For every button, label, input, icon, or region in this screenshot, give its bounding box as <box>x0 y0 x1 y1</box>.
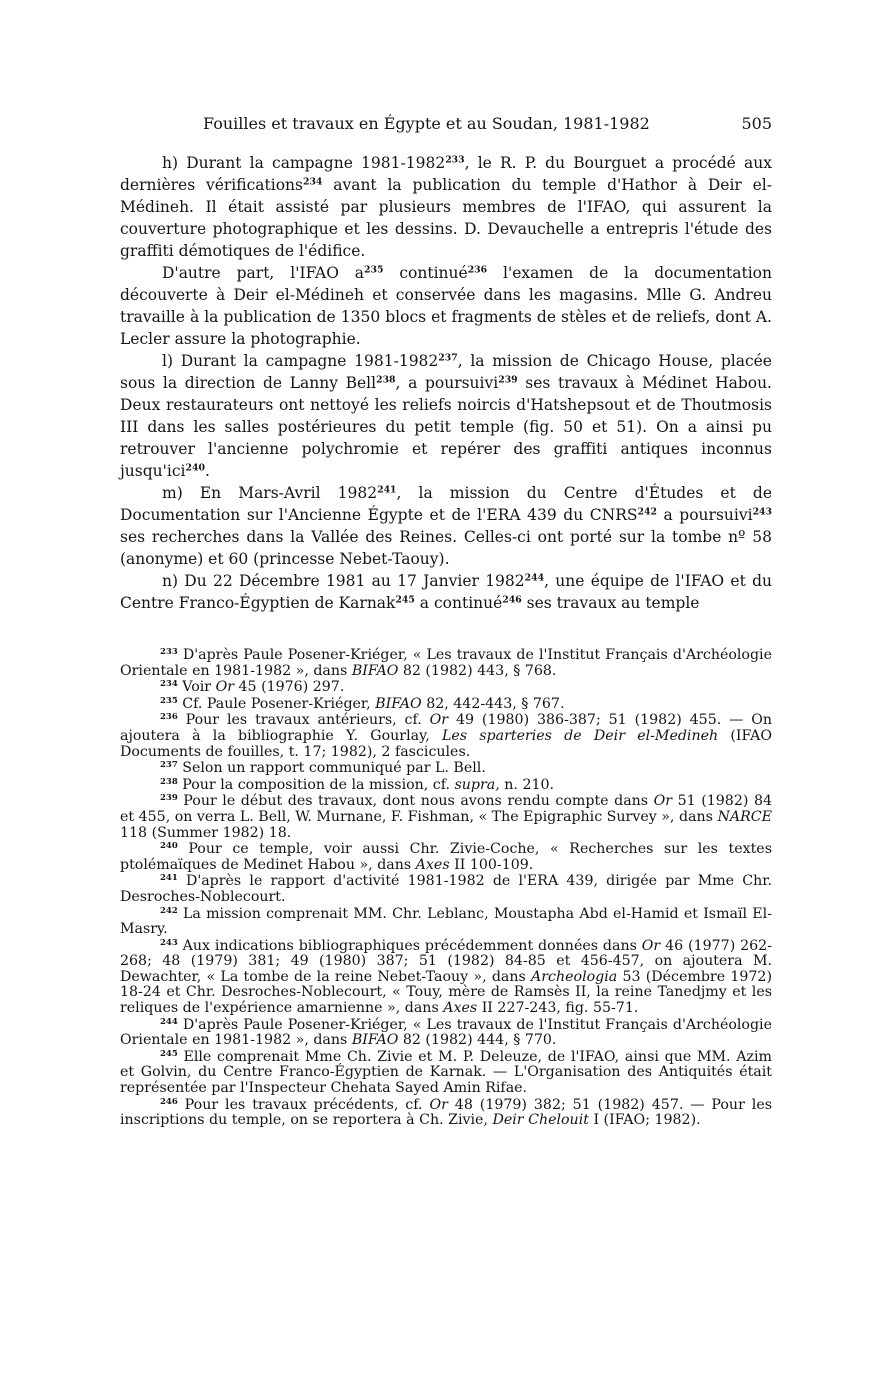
footnote-235 <box>120 697 772 713</box>
note-text: Voir <box>177 679 216 696</box>
footnote-number: 245 <box>160 1048 178 1059</box>
text-run: n) Du 22 Décembre 1981 au 17 Janvier 1982 <box>162 572 525 590</box>
footnote-240 <box>120 842 772 873</box>
note-italic: Axes <box>415 856 450 873</box>
footnote-number: 233 <box>160 646 178 657</box>
note-italic: Or <box>641 937 661 954</box>
footnote-ref: 234 <box>302 176 323 188</box>
footnote-242 <box>120 907 772 938</box>
note-text: D'après Paule Posener-Kriéger, « Les travaux de l'Institut Français d'Archéologie Orientale en 1981-1982 », dans <box>120 1016 772 1049</box>
footnote-ref: 245 <box>395 594 415 606</box>
note-text: D'après le rapport d'activité 1981-1982 de l'ERA 439, dirigée par Mme Chr. Desroches-Noblecourt. <box>120 873 772 905</box>
footnote-245 <box>120 1050 772 1097</box>
note-italic: Or <box>429 712 449 729</box>
note-text: Elle comprenait Mme Ch. Zivie et M. P. Deleuze, de l'IFAO, ainsi que MM. Azim et Golvin, du Centre Franco-Égyptien de Karnak. — L'Organisation des Antiquités était représentée par l'Inspecteur Chehata Sayed Amin Rifae. <box>120 1048 772 1097</box>
paragraph-m <box>120 482 772 570</box>
footnote-number: 239 <box>160 793 178 804</box>
note-text: D'après Paule Posener-Kriéger, « Les travaux de l'Institut Français d'Archéologie Orientale en 1981-1982 », dans <box>120 647 772 679</box>
footnote-number: 244 <box>160 1016 178 1027</box>
footnote-number: 243 <box>160 937 178 948</box>
footnote-ref: 243 <box>752 506 772 518</box>
note-italic: NARCE <box>717 808 772 825</box>
text-run: D'autre part, l'IFAO a <box>162 264 365 282</box>
note-text: 82 (1982) 443, § 768. <box>398 662 557 679</box>
note-text: (IFAO Documents de fouilles, t. 17; 1982), 2 fascicules. <box>120 727 772 760</box>
note-text: 51 (1982) 84 et 455, on verra L. Bell, W. Murnane, F. Fishman, « The Epigraphic Survey », dans <box>120 793 772 825</box>
text-run: continué <box>383 264 468 282</box>
text-run: a continué <box>414 594 503 612</box>
text-run: ses travaux à Médinet Habou. Deux restaurateurs ont nettoyé les reliefs noircis d'Hatshepsout et de Thoutmosis III dans les salles postérieures du petit temple (fig. 50 et 51). On a ainsi pu retrouver l'ancienne polychromie et repérer des graffiti antiques inconnus jusqu'ici <box>120 374 772 480</box>
note-text: Pour ce temple, voir aussi Chr. Zivie-Coche, « Recherches sur les textes ptolémaïques de Medinet Habou », dans <box>120 841 772 873</box>
footnote-246 <box>120 1098 772 1129</box>
note-italic: BIFAO <box>351 1032 399 1049</box>
footnote-ref: 236 <box>467 264 488 276</box>
text-run: . <box>204 462 210 480</box>
note-text: 49 (1980) 386-387; 51 (1982) 455. — On ajoutera à la bibliographie Y. Gourlay, <box>120 712 772 744</box>
note-text: Selon un rapport communiqué par L. Bell. <box>177 760 486 777</box>
note-italic: BIFAO <box>351 662 399 679</box>
text-run: , le R. P. du Bourguet a procédé aux dernières vérifications <box>120 154 772 194</box>
text-run: l) Durant la campagne 1981-1982 <box>162 352 439 370</box>
text-run: l'examen de la documentation découverte à Deir el-Médineh et conservée dans les magasins. Mlle G. Andreu travaille à la publication de 1350 blocs et fragments de stèles et de reliefs, dont A. Lecler assure la photographie. <box>120 264 772 348</box>
note-italic: Archeologia <box>531 968 618 985</box>
footnote-236 <box>120 713 772 760</box>
footnote-ref: 246 <box>502 594 522 606</box>
text-run: h) Durant la campagne 1981-1982 <box>162 154 446 172</box>
note-text: 118 (Summer 1982) 18. <box>120 824 292 841</box>
footnote-ref: 242 <box>637 506 657 518</box>
footnotes <box>120 648 772 1129</box>
note-text: Cf. Paule Posener-Kriéger, <box>177 695 376 712</box>
footnote-ref: 239 <box>498 374 518 386</box>
note-italic: BIFAO <box>375 695 422 712</box>
footnote-number: 234 <box>160 679 178 690</box>
note-text: Pour les travaux précédents, cf. <box>177 1096 430 1113</box>
paragraph-l <box>120 350 772 482</box>
footnote-number: 236 <box>160 712 178 723</box>
note-italic: Or <box>429 1096 448 1113</box>
page-number: 505 <box>741 114 772 133</box>
paragraph-ifao <box>120 262 772 350</box>
note-text: 53 (Décembre 1972) 18-24 et Chr. Desroches-Noblecourt, « Touy, mère de Ramsès II, la reine Tanedjmy et les reliques de l'expérience amarnienne », dans <box>120 968 772 1017</box>
note-italic: Axes <box>443 1000 478 1017</box>
note-text: 45 (1976) 297. <box>234 679 345 696</box>
note-text: 82 (1982) 444, § 770. <box>398 1032 557 1049</box>
footnote-ref: 233 <box>445 154 465 166</box>
note-text: n. 210. <box>499 776 555 793</box>
note-text: 46 (1977) 262-268; 48 (1979) 381; 49 (1980) 387; 51 (1982) 84-85 et 456-457, on ajoutera M. Dewachter, « La tombe de la reine Nebet-Taouy », dans <box>120 937 773 985</box>
footnote-number: 241 <box>160 873 178 884</box>
note-italic: Les sparteries de Deir el-Medineh <box>441 727 719 744</box>
note-text: Pour les travaux antérieurs, cf. <box>177 712 430 729</box>
text-run: ses travaux au temple <box>521 594 700 612</box>
text-run: avant la publication du temple d'Hathor à Deir el-Médineh. Il était assisté par plusieurs membres de l'IFAO, qui assurent la couverture photographique et les dessins. D. Devauchelle a entrepris l'étude des graffiti démotiques de l'édifice. <box>120 176 773 260</box>
text-run: , a poursuivi <box>395 374 499 392</box>
note-text: La mission comprenait MM. Chr. Leblanc, Moustapha Abd el-Hamid et Ismaïl El-Masry. <box>120 905 772 938</box>
paragraph-n <box>120 570 772 614</box>
footnote-233 <box>120 648 772 679</box>
note-italic: supra, <box>454 776 500 793</box>
footnote-241 <box>120 874 772 905</box>
note-text: Pour le début des travaux, dont nous avons rendu compte dans <box>177 793 654 810</box>
footnote-ref: 238 <box>376 374 396 386</box>
note-text: I (IFAO; 1982). <box>588 1112 701 1129</box>
main-text <box>120 152 772 614</box>
text-run: , la mission de Chicago House, placée sous la direction de Lanny Bell <box>120 352 772 392</box>
footnote-number: 238 <box>160 776 178 787</box>
footnote-243 <box>120 939 772 1017</box>
footnote-237 <box>120 761 772 777</box>
note-text: Aux indications bibliographiques précédemment données dans <box>177 937 642 954</box>
note-text: 48 (1979) 382; 51 (1982) 457. — Pour les inscriptions du temple, on se reportera à Ch. Zivie, <box>120 1096 772 1129</box>
paragraph-h <box>120 152 772 262</box>
running-title: Fouilles et travaux en Égypte et au Soudan, 1981-1982 <box>203 114 650 133</box>
footnote-244 <box>120 1018 772 1049</box>
text-run: a poursuivi <box>656 506 753 524</box>
footnote-238 <box>120 778 772 794</box>
footnote-ref: 235 <box>364 264 384 276</box>
text-run: m) En Mars-Avril 1982 <box>162 484 378 502</box>
footnote-number: 240 <box>160 841 178 852</box>
note-text: II 227-243, fig. 55-71. <box>477 1000 639 1017</box>
footnote-ref: 244 <box>524 572 545 584</box>
note-text: 82, 442-443, § 767. <box>421 695 565 712</box>
footnote-number: 246 <box>160 1096 178 1107</box>
footnote-ref: 241 <box>377 484 397 496</box>
footnote-number: 242 <box>160 905 178 916</box>
footnote-ref: 237 <box>438 352 458 364</box>
footnote-ref: 240 <box>185 462 205 474</box>
note-italic: Deir Chelouit <box>492 1112 589 1129</box>
text-run: , la mission du Centre d'Études et de Documentation sur l'Ancienne Égypte et de l'ERA 439 du CNRS <box>120 484 773 524</box>
text-run: , une équipe de l'IFAO et du Centre Franco-Égyptien de Karnak <box>120 572 772 612</box>
note-text: Pour la composition de la mission, cf. <box>177 776 455 793</box>
note-italic: Or <box>215 679 234 696</box>
footnote-239 <box>120 794 772 841</box>
footnote-234 <box>120 680 772 696</box>
note-italic: Or <box>653 793 673 810</box>
footnote-number: 237 <box>160 760 178 771</box>
text-run: ses recherches dans la Vallée des Reines. Celles-ci ont porté sur la tombe nº 58 (anonyme) et 60 (princesse Nebet-Taouy). <box>120 528 772 568</box>
footnote-number: 235 <box>160 695 178 706</box>
note-text: II 100-109. <box>449 856 534 873</box>
